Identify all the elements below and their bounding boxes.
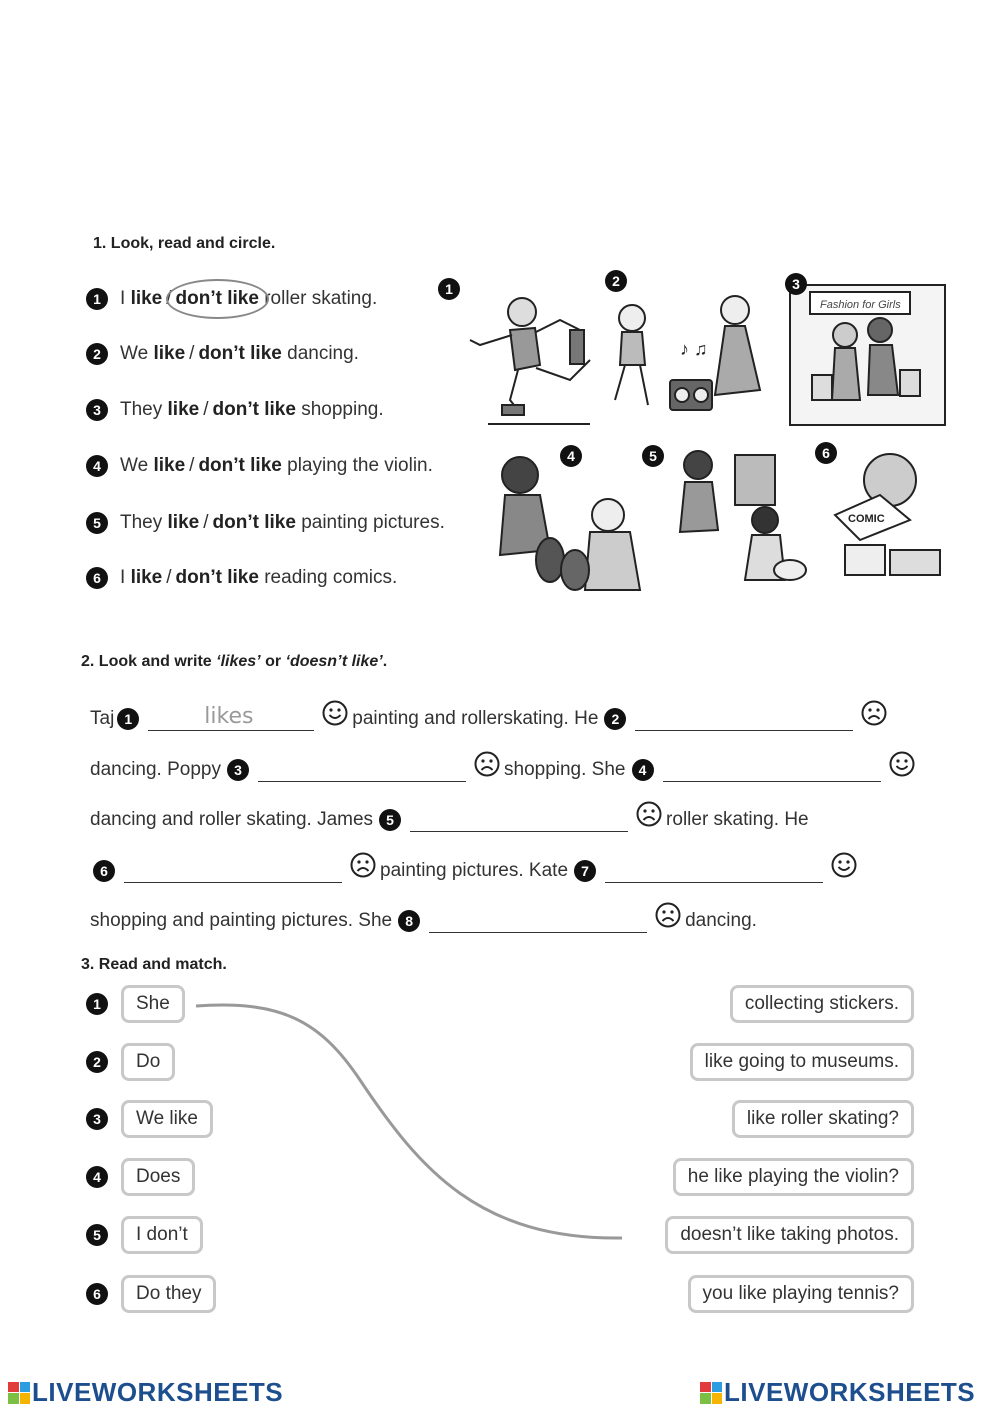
number-badge: 2: [604, 708, 626, 730]
line-text: painting pictures. Kate: [380, 860, 569, 881]
footer-logo-right[interactable]: [700, 1377, 975, 1408]
liveworksheets-logo-icon: [700, 1382, 722, 1404]
sentence-subject: They: [120, 512, 163, 533]
option-dont-like[interactable]: don’t like: [212, 512, 296, 533]
option-dont-like[interactable]: don’t like: [175, 567, 259, 588]
number-badge: 5: [86, 512, 108, 534]
match-number: 3: [86, 1108, 108, 1130]
answer-blank-1[interactable]: [148, 703, 314, 731]
number-badge: 4: [632, 759, 654, 781]
number-badge: 3: [227, 759, 249, 781]
circle-sentence-1: 1 I like / don’t like roller skating.: [86, 288, 377, 310]
shop-sign-text: Fashion for Girls: [820, 299, 901, 311]
line-text: dancing and roller skating. James: [90, 809, 374, 830]
number-badge: 3: [86, 399, 108, 421]
number-badge: 4: [86, 455, 108, 477]
sentence-subject: I: [120, 288, 126, 309]
match-right-box-3[interactable]: like roller skating?: [732, 1100, 914, 1138]
violinists-picture: [500, 457, 640, 590]
shopping-picture: [790, 285, 945, 425]
circle-sentence-5: 5 They like / don’t like painting pictures.: [86, 512, 445, 534]
sad-face-icon: [655, 902, 681, 928]
comic-title-text: COMIC: [848, 513, 885, 525]
answer-blank-4[interactable]: [663, 759, 881, 782]
roller-skater-picture: [470, 298, 590, 424]
write-line-5: [90, 908, 757, 934]
option-like[interactable]: like: [153, 455, 186, 476]
answer-blank-2[interactable]: [635, 708, 853, 731]
match-right-box-1[interactable]: collecting stickers.: [730, 985, 914, 1023]
match-number: 2: [86, 1051, 108, 1073]
number-badge: 1: [86, 288, 108, 310]
option-dont-like[interactable]: don’t like: [212, 399, 296, 420]
section1-title: 1. Look, read and circle.: [93, 235, 276, 252]
sad-face-icon: [474, 751, 500, 777]
answer-blank-6[interactable]: [124, 860, 342, 883]
footer-brand-text: LIVEWORKSHEETS: [724, 1377, 976, 1407]
number-badge: 8: [398, 910, 420, 932]
write-line-2: [90, 757, 919, 783]
line-text: shopping. She: [504, 759, 626, 780]
sad-face-icon: [636, 801, 662, 827]
sentence-rest: painting pictures.: [301, 512, 445, 533]
match-right-box-6[interactable]: you like playing tennis?: [688, 1275, 914, 1313]
line-text: dancing.: [685, 910, 757, 931]
section2-title: [81, 653, 387, 671]
picture-number-3: 3: [785, 273, 807, 295]
number-badge: 7: [574, 860, 596, 882]
picture-number-1: 1: [438, 278, 460, 300]
section3-title: 3. Read and match.: [81, 956, 227, 973]
option-like[interactable]: like: [130, 567, 163, 588]
match-left-box-4[interactable]: Does: [121, 1158, 195, 1196]
option-dont-like[interactable]: don’t like: [198, 343, 282, 364]
answer-blank-5[interactable]: [410, 809, 628, 832]
section2-title-option1: ‘likes’: [216, 653, 261, 670]
section2-title-or: or: [260, 653, 286, 670]
circle-sentence-4: 4 We like / don’t like playing the violin.: [86, 455, 433, 477]
match-left-box-5[interactable]: I don’t: [121, 1216, 203, 1254]
painters-picture: [680, 451, 806, 580]
sentence-rest: playing the violin.: [287, 455, 433, 476]
match-left-box-1[interactable]: She: [121, 985, 185, 1023]
number-badge: 1: [117, 708, 139, 730]
match-left-box-2[interactable]: Do: [121, 1043, 175, 1081]
happy-face-icon: [889, 751, 915, 777]
match-number: 4: [86, 1166, 108, 1188]
picture-number-6: 6: [815, 442, 837, 464]
answer-blank-8[interactable]: [429, 910, 647, 933]
comic-reader-picture: [835, 454, 940, 575]
match-number: 5: [86, 1224, 108, 1246]
write-line-1: [90, 703, 891, 732]
option-dont-like[interactable]: don’t like: [198, 455, 282, 476]
match-right-box-5[interactable]: doesn’t like taking photos.: [665, 1216, 914, 1254]
option-like[interactable]: like: [167, 512, 200, 533]
match-left-box-3[interactable]: We like: [121, 1100, 213, 1138]
number-badge: 5: [379, 809, 401, 831]
number-badge: 6: [86, 567, 108, 589]
sentence-rest: roller skating.: [264, 288, 378, 309]
option-like[interactable]: like: [167, 399, 200, 420]
footer-logo-left[interactable]: [8, 1377, 283, 1408]
sentence-rest: shopping.: [301, 399, 384, 420]
write-line-3: [90, 807, 809, 833]
activity-illustrations: [440, 270, 955, 600]
match-number: 6: [86, 1283, 108, 1305]
line-text: shopping and painting pictures. She: [90, 910, 393, 931]
happy-face-icon: [831, 852, 857, 878]
match-right-box-2[interactable]: like going to museums.: [690, 1043, 914, 1081]
match-left-box-6[interactable]: Do they: [121, 1275, 216, 1313]
circle-sentence-6: 6 I like / don’t like reading comics.: [86, 567, 397, 589]
svg-text:♪ ♫: ♪ ♫: [680, 339, 708, 359]
sentence-subject: They: [120, 399, 163, 420]
sad-face-icon: [861, 700, 887, 726]
liveworksheets-logo-icon: [8, 1382, 30, 1404]
circle-sentence-2: 2 We like / don’t like dancing.: [86, 343, 359, 365]
number-badge: 6: [93, 860, 115, 882]
answer-blank-7[interactable]: [605, 860, 823, 883]
option-dont-like[interactable]: don’t like: [175, 288, 259, 309]
sentence-rest: reading comics.: [264, 567, 398, 588]
option-like[interactable]: like: [130, 288, 163, 309]
section2-title-text: 2. Look and write: [81, 653, 217, 670]
line-text: roller skating. He: [666, 809, 809, 830]
section2-title-end: .: [382, 653, 388, 670]
sad-face-icon: [350, 852, 376, 878]
circle-sentence-3: 3 They like / don’t like shopping.: [86, 399, 384, 421]
line-text: dancing. Poppy: [90, 759, 221, 780]
answer-blank-3[interactable]: [258, 759, 466, 782]
picture-number-4: 4: [560, 445, 582, 467]
match-right-box-4[interactable]: he like playing the violin?: [673, 1158, 914, 1196]
match-number: 1: [86, 993, 108, 1015]
answer-text-1: likes: [204, 703, 254, 729]
sentence-subject: We: [120, 343, 149, 364]
option-like[interactable]: like: [153, 343, 186, 364]
sentence-rest: dancing.: [287, 343, 359, 364]
section2-title-option2: ‘doesn’t like’: [285, 653, 383, 670]
write-line-4: [90, 858, 861, 884]
happy-face-icon: [322, 700, 348, 726]
sentence-subject: We: [120, 455, 149, 476]
line-text: painting and rollerskating. He: [352, 708, 599, 729]
picture-number-2: 2: [605, 270, 627, 292]
line-text: Taj: [90, 708, 115, 729]
picture-number-5: 5: [642, 445, 664, 467]
footer-brand-text: LIVEWORKSHEETS: [32, 1377, 284, 1407]
number-badge: 2: [86, 343, 108, 365]
dancers-picture: [615, 296, 760, 410]
sentence-subject: I: [120, 567, 126, 588]
